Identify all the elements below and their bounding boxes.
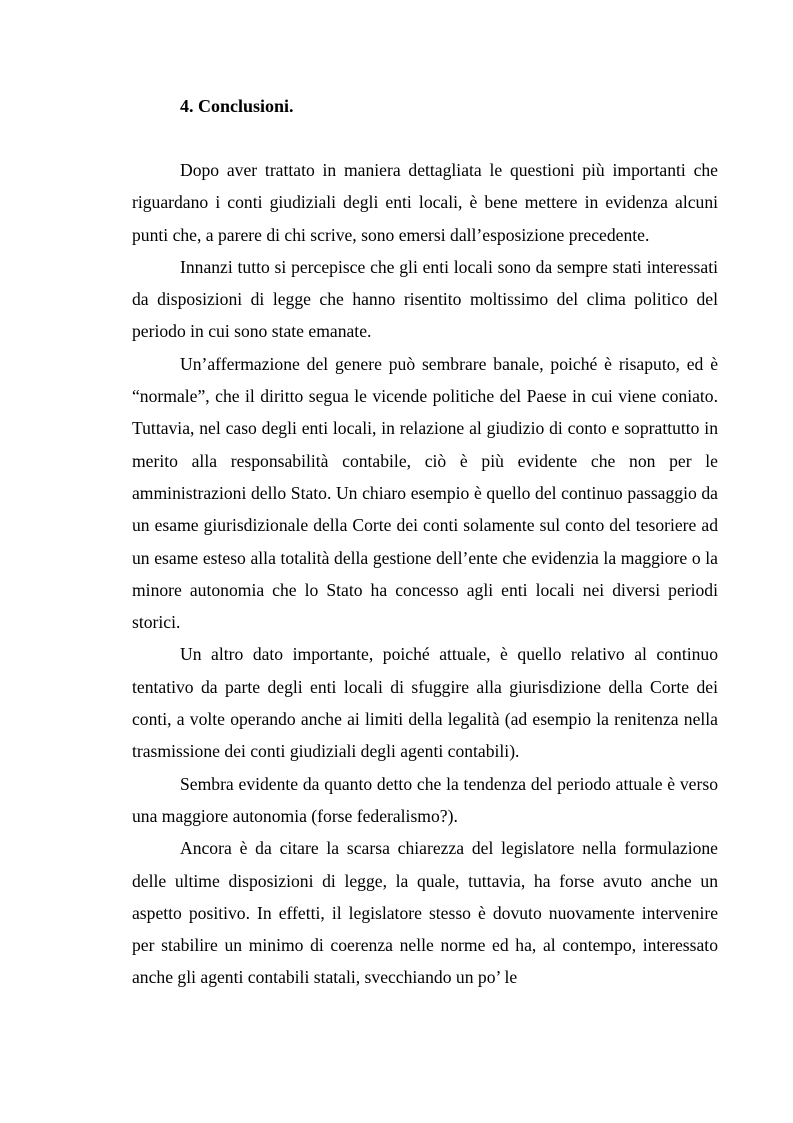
body-text [132, 154, 718, 994]
paragraph-4: Un altro dato importante, poiché attuale, è quello relativo al continuo tentativo da parte degli enti locali di sfuggire alla giurisdizione della Corte dei conti, a volte operando anche ai limiti della legalità (ad esempio la renitenza nella trasmissione dei conti giudiziali degli agenti contabili). [132, 644, 718, 762]
paragraph-1: Dopo aver trattato in maniera dettagliata le questioni più importanti che riguardano i conti giudiziali degli enti locali, è bene mettere in evidenza alcuni punti che, a parere di chi scrive, sono emersi dall’esposizione precedente. [132, 160, 718, 245]
section-title: 4. Conclusioni. [180, 96, 294, 116]
paragraph-6: Ancora è da citare la scarsa chiarezza del legislatore nella formulazione delle ultime disposizioni di legge, la quale, tuttavia, ha forse avuto anche un aspetto positivo. In effetti, il legislatore stesso è dovuto nuovamente intervenire per stabilire un minimo di coerenza nelle norme ed ha, al contempo, interessato anche gli agenti contabili statali, svecchiando un po’ le [132, 838, 718, 988]
paragraph-5: Sembra evidente da quanto detto che la tendenza del periodo attuale è verso una maggiore autonomia (forse federalismo?). [132, 773, 718, 826]
paragraph-3: Un’affermazione del genere può sembrare banale, poiché è risaputo, ed è “normale”, che il diritto segua le vicende politiche del Paese in cui viene coniato. Tuttavia, nel caso degli enti locali, in relazione al giudizio di conto e soprattutto in merito alla responsabilità contabile, ciò è più evidente che non per le amministrazioni dello Stato. Un chiaro esempio è quello del continuo passaggio da un esame giurisdizionale della Corte dei conti solamente sul conto del tesoriere ad un esame esteso alla totalità della gestione dell’ente che evidenzia la maggiore o la minore autonomia che lo Stato ha concesso agli enti locali nei diversi periodi storici. [132, 353, 718, 633]
paragraph-2: Innanzi tutto si percepisce che gli enti locali sono da sempre stati interessati da disposizioni di legge che hanno risentito moltissimo del clima politico del periodo in cui sono state emanate. [132, 256, 718, 342]
